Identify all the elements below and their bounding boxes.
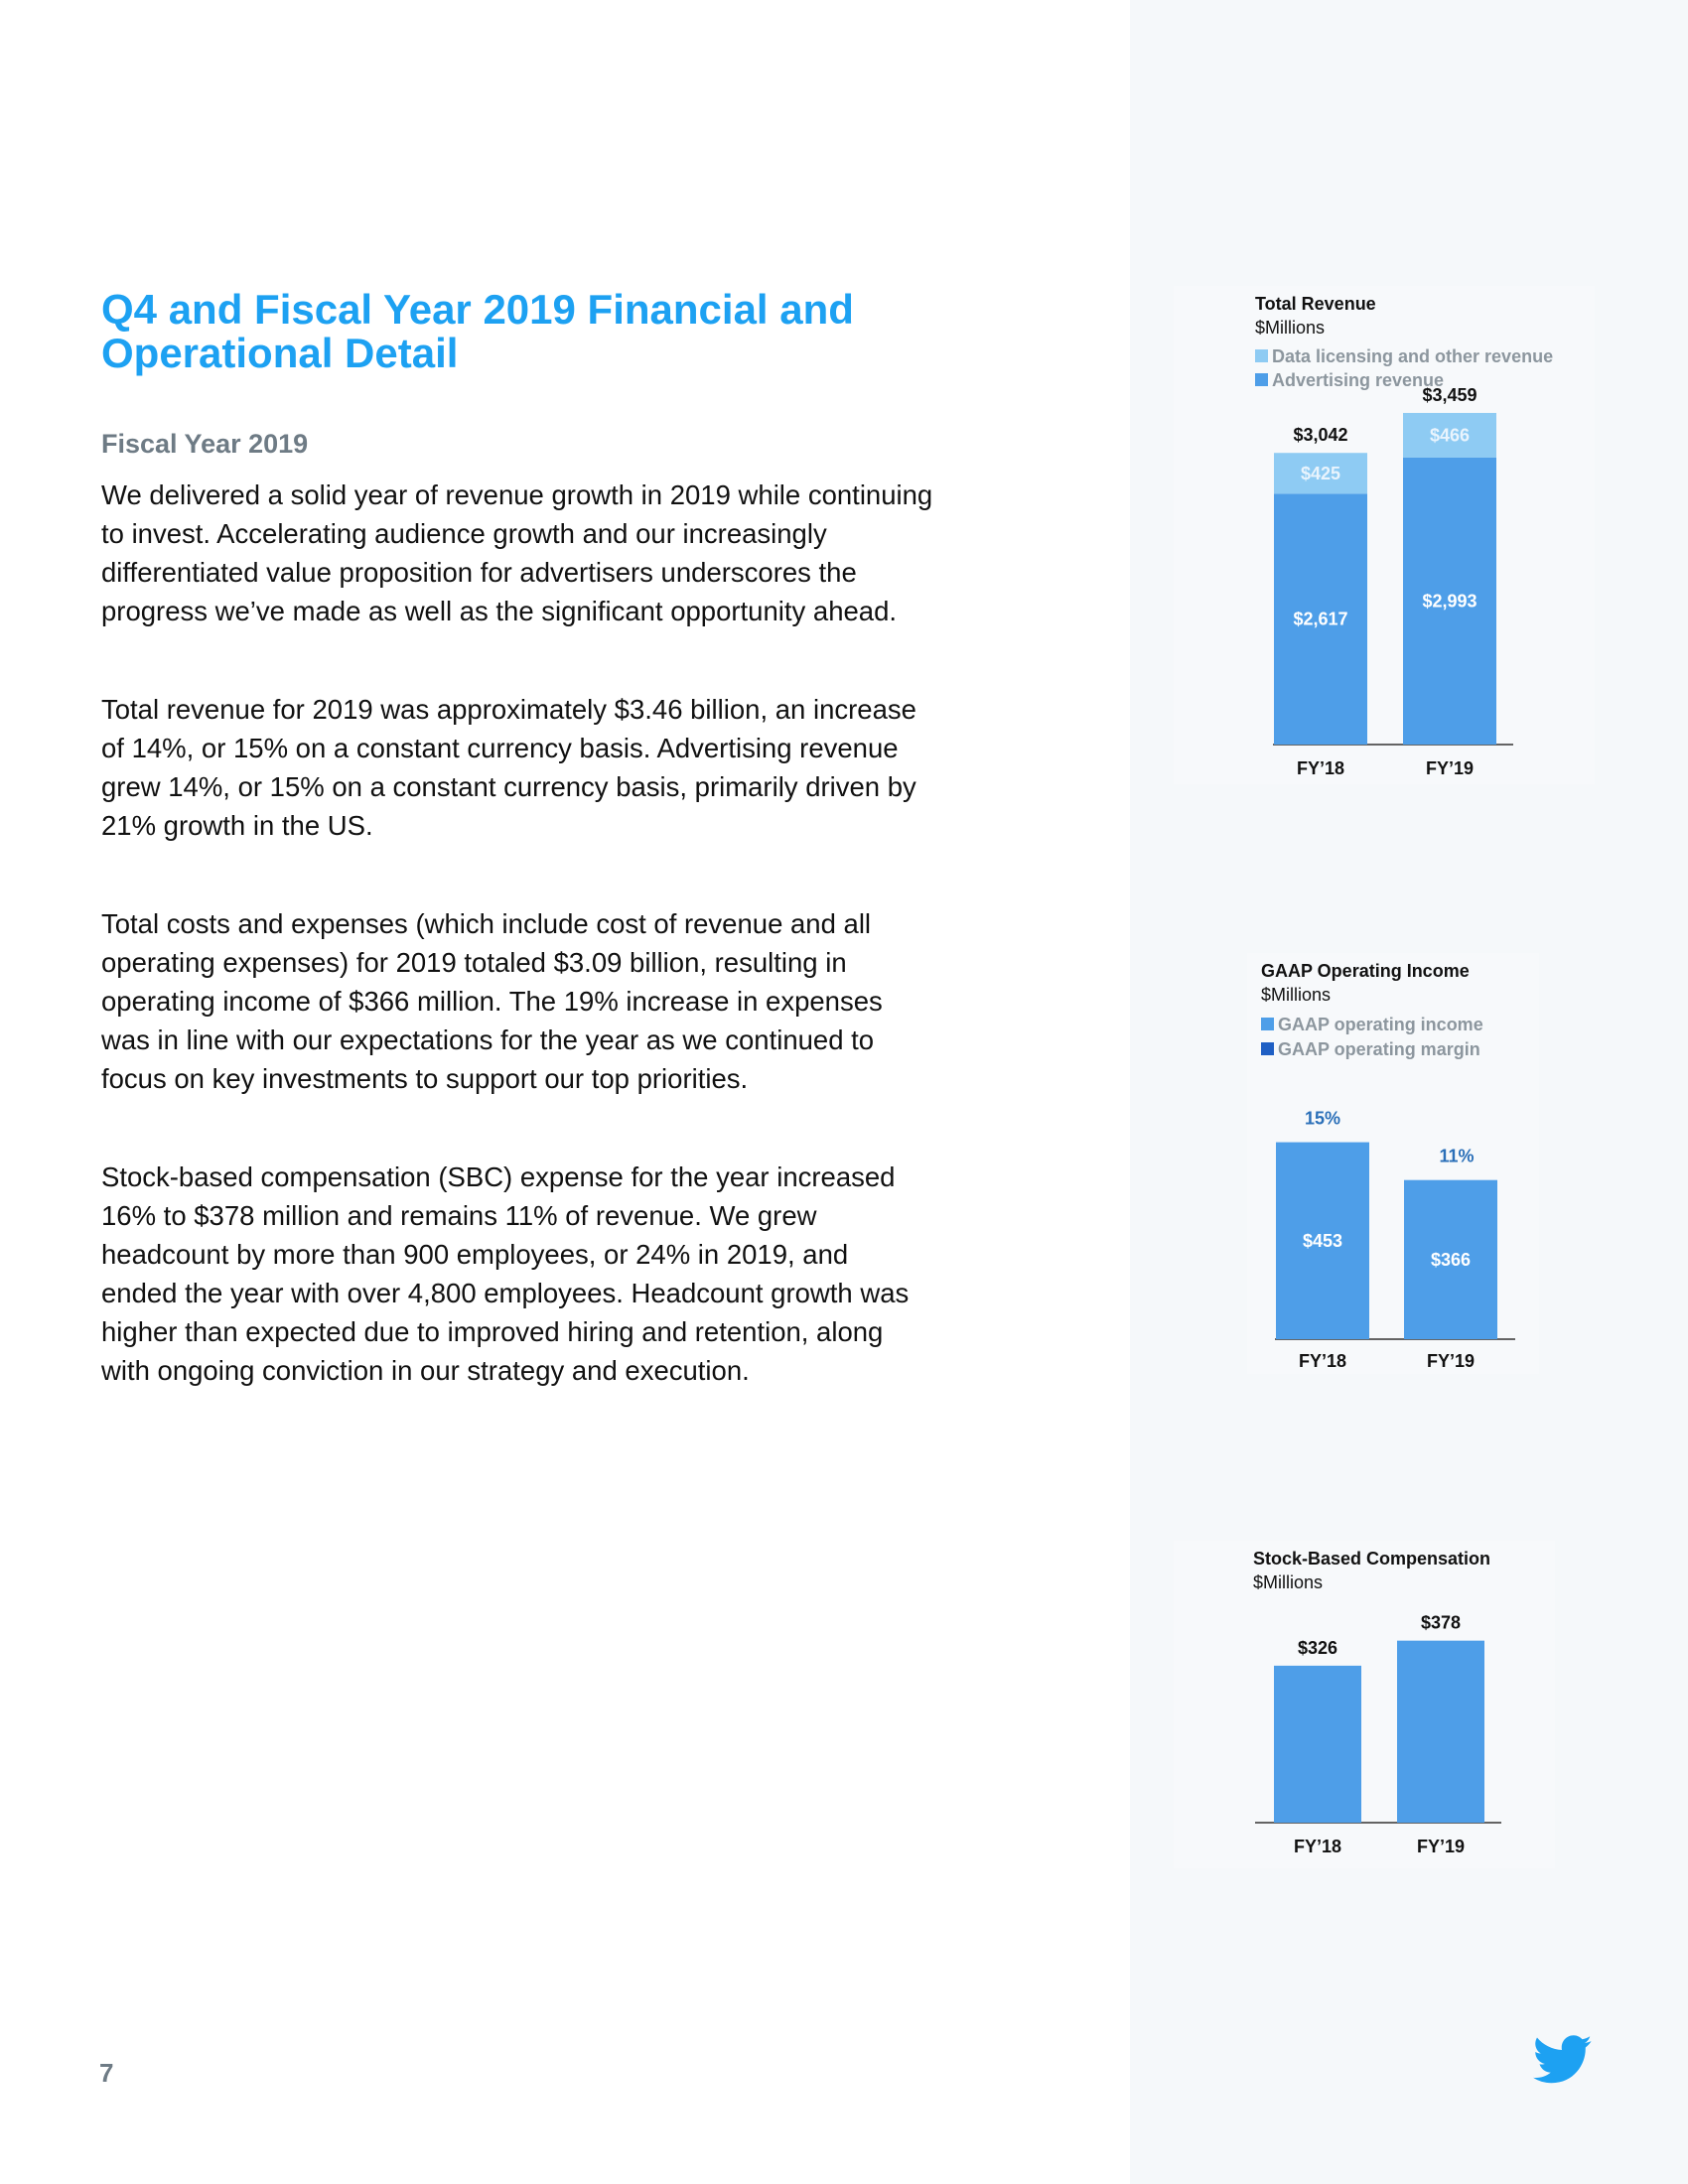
legend-label-data-licensing: Data licensing and other revenue: [1272, 346, 1554, 366]
data-label-advertising: $2,617: [1293, 609, 1348, 629]
paragraph-line: operating income of $366 million. The 19% increase in expenses: [101, 986, 883, 1017]
x-tick-label: FY’18: [1296, 758, 1345, 778]
paragraph-line: progress we’ve made as well as the significant opportunity ahead.: [101, 596, 898, 626]
title-line-1: Q4 and Fiscal Year 2019 Financial and: [101, 286, 854, 333]
twitter-bird-icon: [1533, 2035, 1593, 2085]
data-label-sbc: $326: [1297, 1637, 1338, 1658]
paragraph-line: Stock-based compensation (SBC) expense for the year increased: [101, 1161, 896, 1192]
data-label-operating-margin: 15%: [1304, 1108, 1341, 1129]
body-text: [101, 476, 975, 1390]
data-label-sbc: $378: [1420, 1612, 1462, 1633]
paragraph-line: to invest. Accelerating audience growth and our increasingly: [101, 518, 827, 549]
paragraph-4: [101, 1158, 975, 1390]
main-content: [101, 288, 975, 1390]
paragraph-3: [101, 904, 975, 1098]
legend-label-operating-margin: GAAP operating margin: [1278, 1039, 1480, 1059]
paragraph-1: [101, 476, 975, 630]
data-label-data-licensing: $466: [1429, 425, 1471, 446]
legend-label-operating-income: GAAP operating income: [1278, 1015, 1483, 1034]
x-tick-label: FY’19: [1416, 1837, 1466, 1856]
chart-title: Total Revenue: [1255, 294, 1376, 314]
legend-swatch-advertising: [1255, 373, 1268, 386]
page-number: 7: [99, 2058, 114, 2088]
paragraph-line: 16% to $378 million and remains 11% of revenue. We grew: [101, 1200, 817, 1231]
chart-title: Stock-Based Compensation: [1253, 1549, 1491, 1569]
paragraph-line: Total revenue for 2019 was approximately $3.46 billion, an increase: [101, 694, 916, 725]
x-tick-label: FY’18: [1293, 1837, 1342, 1856]
chart-subtitle: $Millions: [1253, 1572, 1324, 1592]
data-label-total: $3,042: [1293, 425, 1348, 446]
x-tick-label: FY’19: [1426, 1351, 1476, 1371]
sbc-chart: [1174, 1541, 1555, 1868]
paragraph-line: We delivered a solid year of revenue growth in 2019 while continuing: [101, 479, 933, 510]
section-subtitle: Fiscal Year 2019: [101, 429, 309, 459]
gaap-operating-income-chart-svg: [1247, 953, 1539, 1374]
data-label-operating-income: $366: [1430, 1249, 1472, 1270]
x-tick-label: FY’19: [1425, 758, 1475, 778]
legend-swatch-operating-income: [1261, 1018, 1274, 1030]
gaap-operating-income-chart: [1247, 953, 1539, 1374]
paragraph-line: headcount by more than 900 employees, or 24% in 2019, and: [101, 1239, 849, 1270]
legend-swatch-operating-margin: [1261, 1042, 1274, 1055]
data-label-operating-margin: 11%: [1439, 1146, 1475, 1166]
paragraph-line: Total costs and expenses (which include cost of revenue and all: [101, 908, 872, 939]
paragraph-line: ended the year with over 4,800 employees. Headcount growth was: [101, 1278, 910, 1308]
total-revenue-chart-svg: [1174, 286, 1595, 784]
data-label-advertising: $2,993: [1422, 591, 1477, 612]
data-label-operating-income: $453: [1302, 1230, 1343, 1251]
data-label-total: $3,459: [1422, 384, 1477, 405]
chart-subtitle: $Millions: [1255, 318, 1326, 338]
paragraph-line: with ongoing conviction in our strategy and execution.: [101, 1355, 750, 1386]
page-title: [101, 288, 975, 375]
chart-title: GAAP Operating Income: [1261, 961, 1470, 981]
paragraph-line: higher than expected due to improved hiring and retention, along: [101, 1316, 884, 1347]
paragraph-2: [101, 690, 975, 845]
data-label-data-licensing: $425: [1300, 463, 1341, 483]
paragraph-line: operating expenses) for 2019 totaled $3.09 billion, resulting in: [101, 947, 847, 978]
paragraph-line: of 14%, or 15% on a constant currency basis. Advertising revenue: [101, 733, 899, 763]
paragraph-line: focus on key investments to support our top priorities.: [101, 1063, 749, 1094]
legend-label-advertising: Advertising revenue: [1272, 370, 1445, 390]
bar-sbc: [1397, 1641, 1484, 1823]
chart-subtitle: $Millions: [1261, 985, 1332, 1005]
total-revenue-chart: [1174, 286, 1595, 784]
paragraph-line: 21% growth in the US.: [101, 810, 373, 841]
paragraph-line: differentiated value proposition for advertisers underscores the: [101, 557, 857, 588]
sbc-chart-svg: [1174, 1541, 1555, 1868]
paragraph-line: was in line with our expectations for the year as we continued to: [101, 1024, 875, 1055]
paragraph-line: grew 14%, or 15% on a constant currency basis, primarily driven by: [101, 771, 916, 802]
bar-sbc: [1274, 1666, 1361, 1823]
x-tick-label: FY’18: [1298, 1351, 1347, 1371]
title-line-2: Operational Detail: [101, 330, 459, 376]
legend-swatch-data-licensing: [1255, 349, 1268, 362]
